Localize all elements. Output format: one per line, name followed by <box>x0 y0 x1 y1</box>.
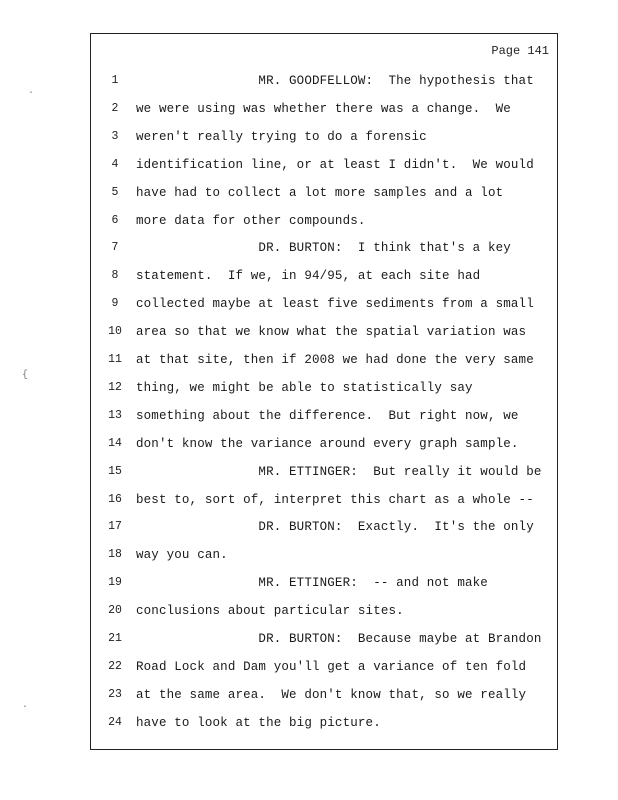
line-text: Road Lock and Dam you'll get a variance of ten fold <box>136 659 527 674</box>
margin-mark: · <box>22 702 29 713</box>
line-text: have to look at the big picture. <box>136 715 381 730</box>
transcript-line <box>91 186 557 206</box>
line-text: statement. If we, in 94/95, at each site had <box>136 269 481 284</box>
transcript-line <box>91 325 557 345</box>
transcript-line <box>91 74 557 94</box>
line-text: have had to collect a lot more samples and a lot <box>136 185 504 200</box>
line-number: 16 <box>108 492 122 506</box>
transcript-line <box>91 716 557 736</box>
line-number: 10 <box>108 325 122 339</box>
transcript-line <box>91 102 557 122</box>
transcript-line <box>91 632 557 652</box>
line-number: 13 <box>108 408 122 422</box>
line-number: 7 <box>111 241 119 255</box>
line-number: 22 <box>108 659 122 673</box>
line-text: MR. ETTINGER: -- and not make <box>136 576 488 591</box>
line-text: at that site, then if 2008 we had done the very same <box>136 353 534 367</box>
line-number: 2 <box>111 101 119 115</box>
line-number: 8 <box>111 269 119 283</box>
line-text: area so that we know what the spatial variation was <box>136 325 527 340</box>
transcript-line <box>91 520 557 540</box>
line-text: DR. BURTON: Exactly. It's the only <box>136 520 534 535</box>
line-text: weren't really trying to do a forensic <box>136 129 427 144</box>
line-number: 4 <box>111 157 119 171</box>
transcript-line <box>91 465 557 485</box>
line-text: conclusions about particular sites. <box>136 604 404 619</box>
transcript-line <box>91 158 557 178</box>
transcript-line <box>91 604 557 624</box>
page-number: Page 141 <box>491 44 549 58</box>
line-number: 19 <box>108 576 122 590</box>
line-text: more data for other compounds. <box>136 213 366 228</box>
line-text: collected maybe at least five sediments from a small <box>136 297 534 312</box>
margin-mark: · <box>28 88 35 99</box>
transcript-line <box>91 353 557 373</box>
line-text: MR. ETTINGER: But really it would be <box>136 464 542 479</box>
line-number: 15 <box>108 464 122 478</box>
line-number: 14 <box>108 436 122 450</box>
margin-mark: { <box>22 370 29 381</box>
line-number: 9 <box>111 297 119 311</box>
line-number: 24 <box>108 715 122 729</box>
line-number: 18 <box>108 548 122 562</box>
line-text: way you can. <box>136 548 228 563</box>
transcript-line <box>91 381 557 401</box>
transcript-line <box>91 688 557 708</box>
line-text: don't know the variance around every graph sample. <box>136 436 519 451</box>
line-number: 21 <box>108 632 122 645</box>
transcript-line <box>91 297 557 317</box>
line-text: we were using was whether there was a change. We <box>136 101 511 116</box>
transcript-line <box>91 409 557 429</box>
line-number: 12 <box>108 380 122 394</box>
line-text: DR. BURTON: I think that's a key <box>136 241 511 256</box>
line-text: identification line, or at least I didn't. We would <box>136 157 534 172</box>
transcript-line <box>91 269 557 289</box>
line-number: 17 <box>108 520 122 534</box>
line-text: at the same area. We don't know that, so we really <box>136 687 527 702</box>
transcript-line <box>91 130 557 150</box>
transcript-line <box>91 660 557 680</box>
line-number: 1 <box>111 74 119 87</box>
line-text: MR. GOODFELLOW: The hypothesis that <box>136 74 534 88</box>
transcript-line <box>91 214 557 234</box>
line-number: 3 <box>111 129 119 143</box>
transcript-page <box>90 33 558 750</box>
transcript-line <box>91 548 557 568</box>
line-number: 20 <box>108 604 122 618</box>
line-text: DR. BURTON: Because maybe at Brandon <box>136 632 542 646</box>
transcript-line <box>91 576 557 596</box>
line-number: 23 <box>108 687 122 701</box>
transcript-line <box>91 241 557 261</box>
line-text: something about the difference. But right now, we <box>136 408 519 423</box>
transcript-line <box>91 437 557 457</box>
line-text: thing, we might be able to statistically say <box>136 380 473 395</box>
line-number: 11 <box>108 353 122 366</box>
line-text: best to, sort of, interpret this chart as a whole -- <box>136 492 534 507</box>
line-number: 6 <box>111 213 119 227</box>
transcript-line <box>91 493 557 513</box>
line-number: 5 <box>111 185 119 199</box>
